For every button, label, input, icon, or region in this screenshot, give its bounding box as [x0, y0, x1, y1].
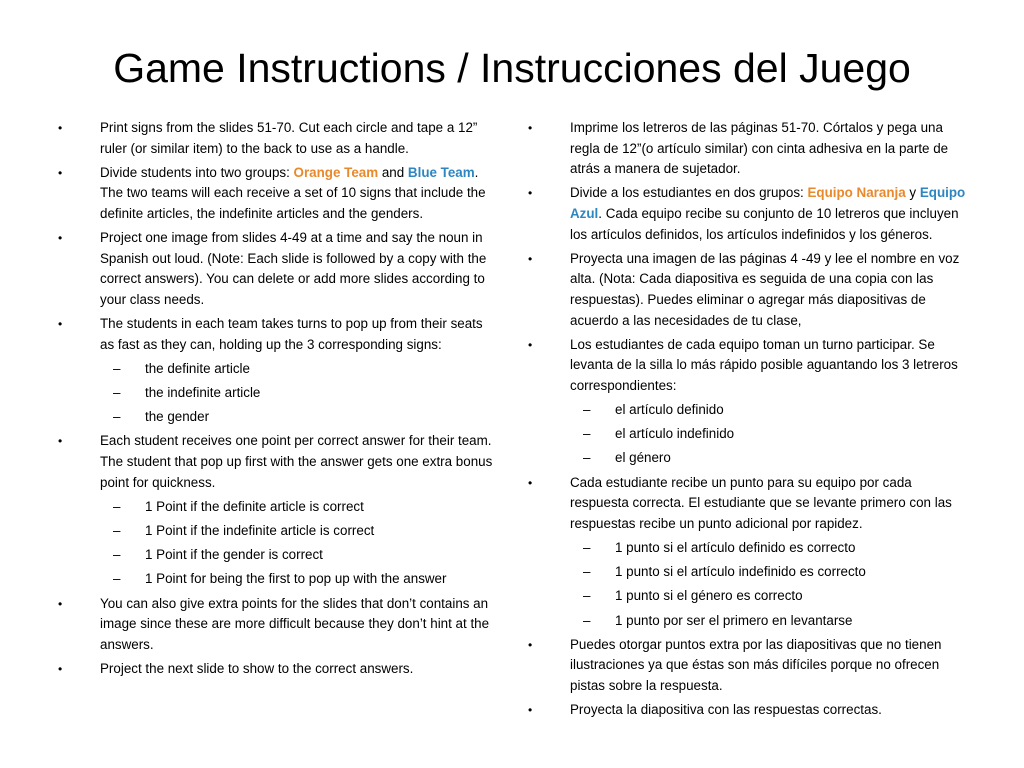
instruction-text: . Cada equipo recibe su conjunto de 10 letreros que incluyen los artículos definidos, los artículos indefinidos y los géneros.: [570, 205, 959, 242]
bullet-icon: •: [58, 317, 63, 332]
bullet-icon: •: [58, 231, 63, 246]
slide-title: Game Instructions / Instrucciones del Juego: [113, 45, 911, 91]
sub-instruction-text: 1 punto por ser el primero en levantarse: [615, 612, 853, 628]
instruction-text: Each student receives one point per correct answer for their team. The student that pop up first with the answer gets one extra bonus point for quickness.: [100, 433, 493, 490]
instruction-item: [58, 314, 498, 355]
sub-instruction-item: [58, 521, 498, 542]
instruction-text: You can also give extra points for the slides that don’t contains an image since these are more difficult because they don’t hint at the answers.: [100, 595, 490, 652]
dash-icon: –: [583, 588, 591, 604]
instruction-text: The students in each team takes turns to pop up from their seats as fast as they can, holding up the 3 corresponding signs:: [100, 316, 483, 352]
bullet-icon: •: [58, 165, 63, 180]
sub-instruction-item: [58, 359, 498, 380]
dash-icon: –: [583, 540, 591, 556]
bullet-icon: •: [58, 596, 63, 611]
instruction-item: [528, 335, 968, 397]
dash-icon: –: [113, 360, 121, 376]
instruction-item: [528, 473, 968, 535]
sub-instruction-item: [528, 562, 968, 583]
bullet-icon: •: [528, 251, 533, 266]
bullet-icon: •: [528, 703, 533, 718]
instruction-text: . The two teams will each receive a set of 10 signs that include the definite articles, the indefinite articles and the genders.: [100, 164, 486, 221]
instruction-text: and: [378, 164, 408, 180]
sub-instruction-text: 1 Point for being the first to pop up with the answer: [145, 571, 447, 587]
sub-instruction-item: [528, 424, 968, 445]
blue-team-label: Equipo Azul: [570, 185, 966, 221]
sub-instruction-text: 1 Point if the indefinite article is correct: [145, 523, 375, 539]
instruction-text: Puedes otorgar puntos extra por las diapositivas que no tienen ilustraciones ya que éstas son más difíciles porque no ofrecen pistas sobre la respuesta.: [570, 636, 942, 693]
sub-instruction-item: [528, 586, 968, 607]
sub-instruction-text: el artículo indefinido: [615, 426, 735, 442]
instruction-item: [528, 183, 968, 245]
bullet-icon: •: [528, 637, 533, 652]
sub-instruction-text: the gender: [145, 409, 210, 425]
dash-icon: –: [583, 402, 591, 418]
sub-instruction-text: 1 Point if the gender is correct: [145, 547, 323, 563]
spanish-instructions: [528, 118, 968, 724]
instruction-text: Proyecta la diapositiva con las respuestas correctas.: [570, 702, 882, 718]
orange-team-label: Orange Team: [293, 164, 379, 180]
sub-instruction-text: 1 punto si el artículo indefinido es correcto: [615, 564, 866, 580]
bullet-icon: •: [528, 186, 533, 201]
sub-instruction-text: 1 punto si el artículo definido es correcto: [615, 540, 856, 556]
sub-instruction-text: the indefinite article: [145, 385, 261, 401]
dash-icon: –: [583, 564, 591, 580]
instruction-text: Proyecta una imagen de las páginas 4 -49 y lee el nombre en voz alta. (Nota: Cada diapositiva es seguida de una copia con las respuestas). Puedes eliminar o agregar más diapositivas de acuerdo a las necesidades de tu clase,: [570, 250, 960, 328]
sub-instruction-item: [528, 400, 968, 421]
sub-instruction-item: [58, 383, 498, 404]
sub-instruction-text: the definite article: [145, 360, 250, 376]
instruction-text: Imprime los letreros de las páginas 51-70. Córtalos y pega una regla de 12”(o artículo similar) con cinta adhesiva en la parte de atrás a manera de sujetador.: [570, 120, 949, 177]
bullet-icon: •: [58, 661, 63, 676]
sub-instruction-item: [528, 611, 968, 632]
instruction-text: Cada estudiante recibe un punto para su equipo por cada respuesta correcta. El estudiante que se levante primero con las respuestas recibe un punto adicional por rapidez.: [570, 474, 952, 531]
sub-instruction-text: el artículo definido: [615, 402, 724, 418]
dash-icon: –: [113, 409, 121, 425]
sub-instruction-item: [58, 545, 498, 566]
instruction-item: [58, 163, 498, 225]
instruction-item: [58, 431, 498, 493]
dash-icon: –: [113, 547, 121, 563]
dash-icon: –: [583, 612, 591, 628]
instruction-item: [528, 700, 968, 721]
sub-instruction-item: [528, 448, 968, 469]
instruction-item: [528, 635, 968, 697]
instruction-item: [58, 659, 498, 680]
blue-team-label: Blue Team: [407, 164, 475, 180]
dash-icon: –: [583, 450, 591, 466]
instruction-item: [58, 594, 498, 656]
instruction-text: Print signs from the slides 51-70. Cut each circle and tape a 12” ruler (or similar item) to the back to use as a handle.: [100, 120, 478, 156]
bullet-icon: •: [528, 121, 533, 135]
instruction-item: [58, 228, 498, 310]
instruction-text: Project one image from slides 4-49 at a time and say the noun in Spanish out loud. (Note: Each slide is followed by a copy with the correct answers). You can delete or add more slides according to your class needs.: [100, 230, 487, 307]
orange-team-label: Equipo Naranja: [807, 185, 906, 201]
sub-instruction-text: 1 Point if the definite article is correct: [145, 498, 364, 514]
instruction-text: Los estudiantes de cada equipo toman un turno participar. Se levanta de la silla lo más rápido posible aguantando los 3 letreros correspondientes:: [570, 336, 958, 393]
instruction-item: [58, 118, 498, 159]
instruction-text: Project the next slide to show to the correct answers.: [100, 660, 414, 676]
bullet-icon: •: [58, 121, 63, 135]
instruction-text: y: [905, 185, 920, 201]
bullet-icon: •: [528, 475, 533, 490]
dash-icon: –: [113, 571, 121, 587]
instruction-item: [528, 118, 968, 180]
instruction-item: [528, 249, 968, 331]
sub-instruction-item: [58, 569, 498, 590]
bullet-icon: •: [58, 434, 63, 449]
sub-instruction-item: [528, 538, 968, 559]
dash-icon: –: [113, 523, 121, 539]
sub-instruction-item: [58, 407, 498, 428]
english-instructions: [58, 118, 498, 683]
sub-instruction-text: 1 punto si el género es correcto: [615, 588, 803, 604]
instruction-text: Divide a los estudiantes en dos grupos:: [570, 185, 808, 201]
bullet-icon: •: [528, 337, 533, 352]
dash-icon: –: [113, 385, 121, 401]
dash-icon: –: [113, 498, 121, 514]
dash-icon: –: [583, 426, 591, 442]
instruction-text: Divide students into two groups:: [100, 164, 294, 180]
sub-instruction-item: [58, 497, 498, 518]
sub-instruction-text: el género: [615, 450, 671, 466]
